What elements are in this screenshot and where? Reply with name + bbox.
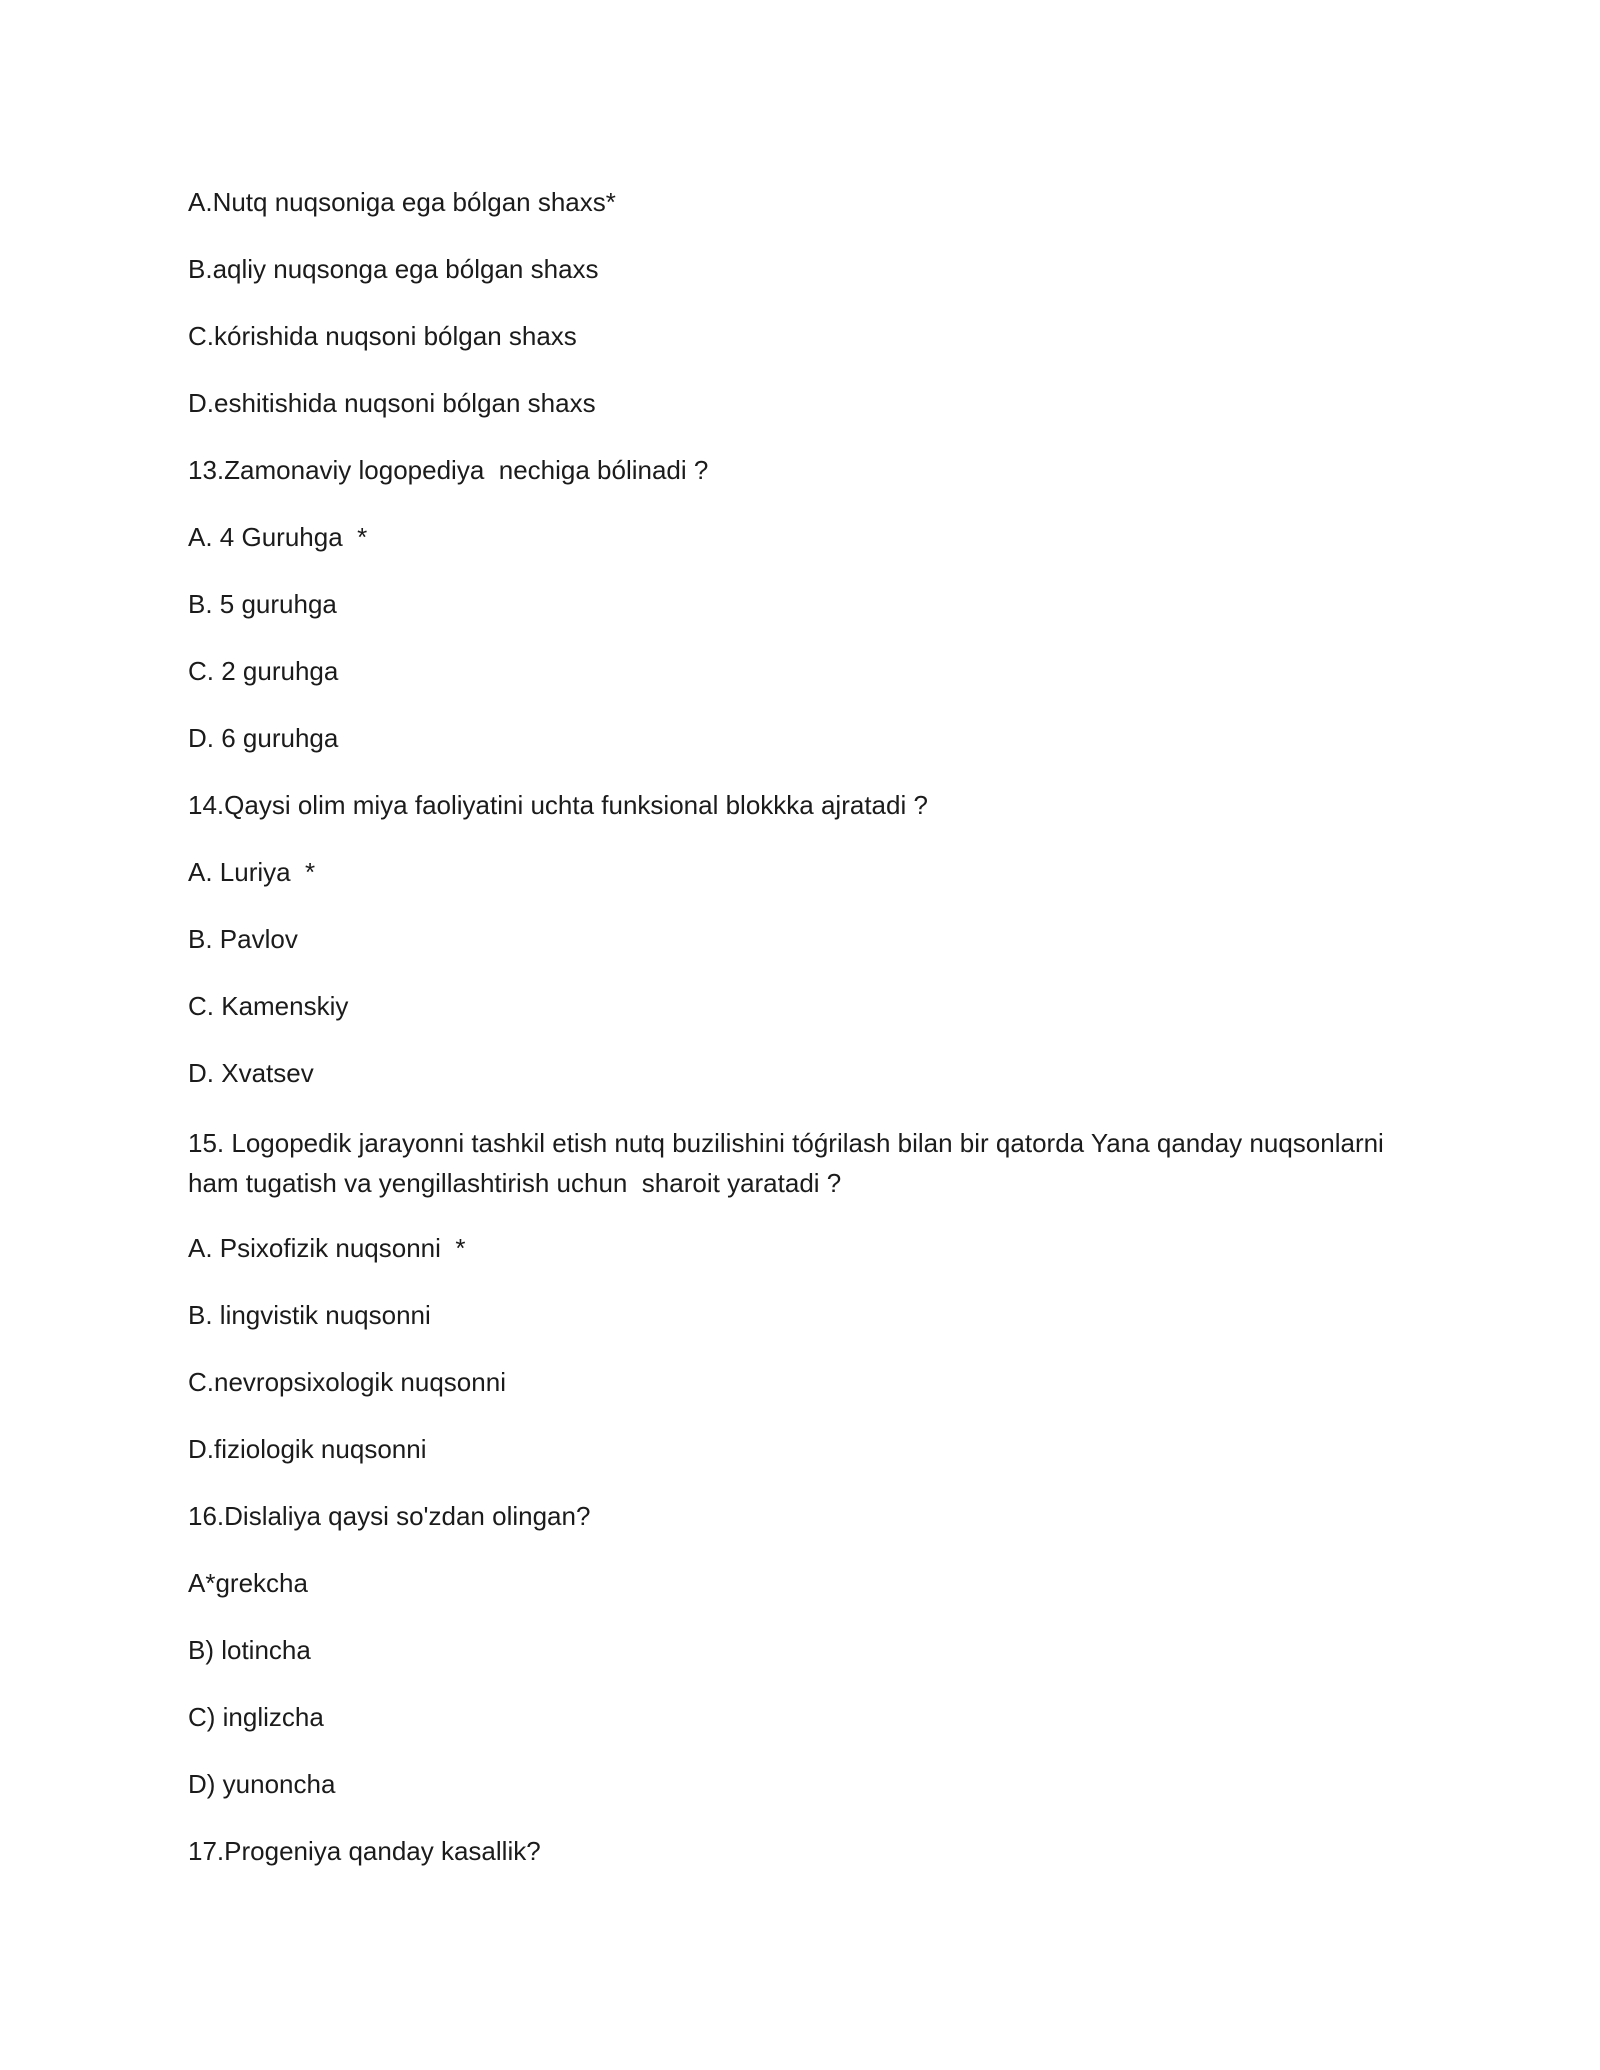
answer-option: B. Pavlov	[188, 924, 298, 954]
question-16: 16.Dislaliya qaysi so'zdan olingan?	[188, 1501, 591, 1531]
answer-option: D. Xvatsev	[188, 1058, 314, 1088]
answer-option: B.aqliy nuqsonga ega bólgan shaxs	[188, 254, 599, 284]
answer-option: A. 4 Guruhga *	[188, 522, 368, 552]
answer-option: C.kórishida nuqsoni bólgan shaxs	[188, 321, 577, 351]
answer-option: D. 6 guruhga	[188, 723, 339, 753]
question-15: 15. Logopedik jarayonni tashkil etish nutq buzilishini tóǵrilash bilan bir qatorda Yana qanday nuqsonlarni ham tugatish va yengillashtirish uchun sharoit yaratadi ?	[188, 1128, 1392, 1198]
question-14: 14.Qaysi olim miya faoliyatini uchta funksional blokkka ajratadi ?	[188, 790, 928, 820]
answer-option: B. lingvistik nuqsonni	[188, 1300, 431, 1330]
answer-option: C. Kamenskiy	[188, 991, 349, 1021]
question-17: 17.Progeniya qanday kasallik?	[188, 1836, 541, 1866]
document-body	[188, 185, 1428, 1901]
answer-option: A. Psixofizik nuqsonni *	[188, 1233, 466, 1263]
answer-option: C) inglizcha	[188, 1702, 324, 1732]
answer-option: A.Nutq nuqsoniga ega bólgan shaxs*	[188, 187, 616, 217]
answer-option: C.nevropsixologik nuqsonni	[188, 1367, 506, 1397]
answer-option: D.eshitishida nuqsoni bólgan shaxs	[188, 388, 596, 418]
answer-option: C. 2 guruhga	[188, 656, 339, 686]
answer-option: B) lotincha	[188, 1635, 311, 1665]
answer-option: D) yunoncha	[188, 1769, 336, 1799]
answer-option: A. Luriya *	[188, 857, 316, 887]
answer-option: A*grekcha	[188, 1568, 308, 1598]
question-13: 13.Zamonaviy logopediya nechiga bólinadi ?	[188, 455, 709, 485]
answer-option: B. 5 guruhga	[188, 589, 337, 619]
answer-option: D.fiziologik nuqsonni	[188, 1434, 427, 1464]
